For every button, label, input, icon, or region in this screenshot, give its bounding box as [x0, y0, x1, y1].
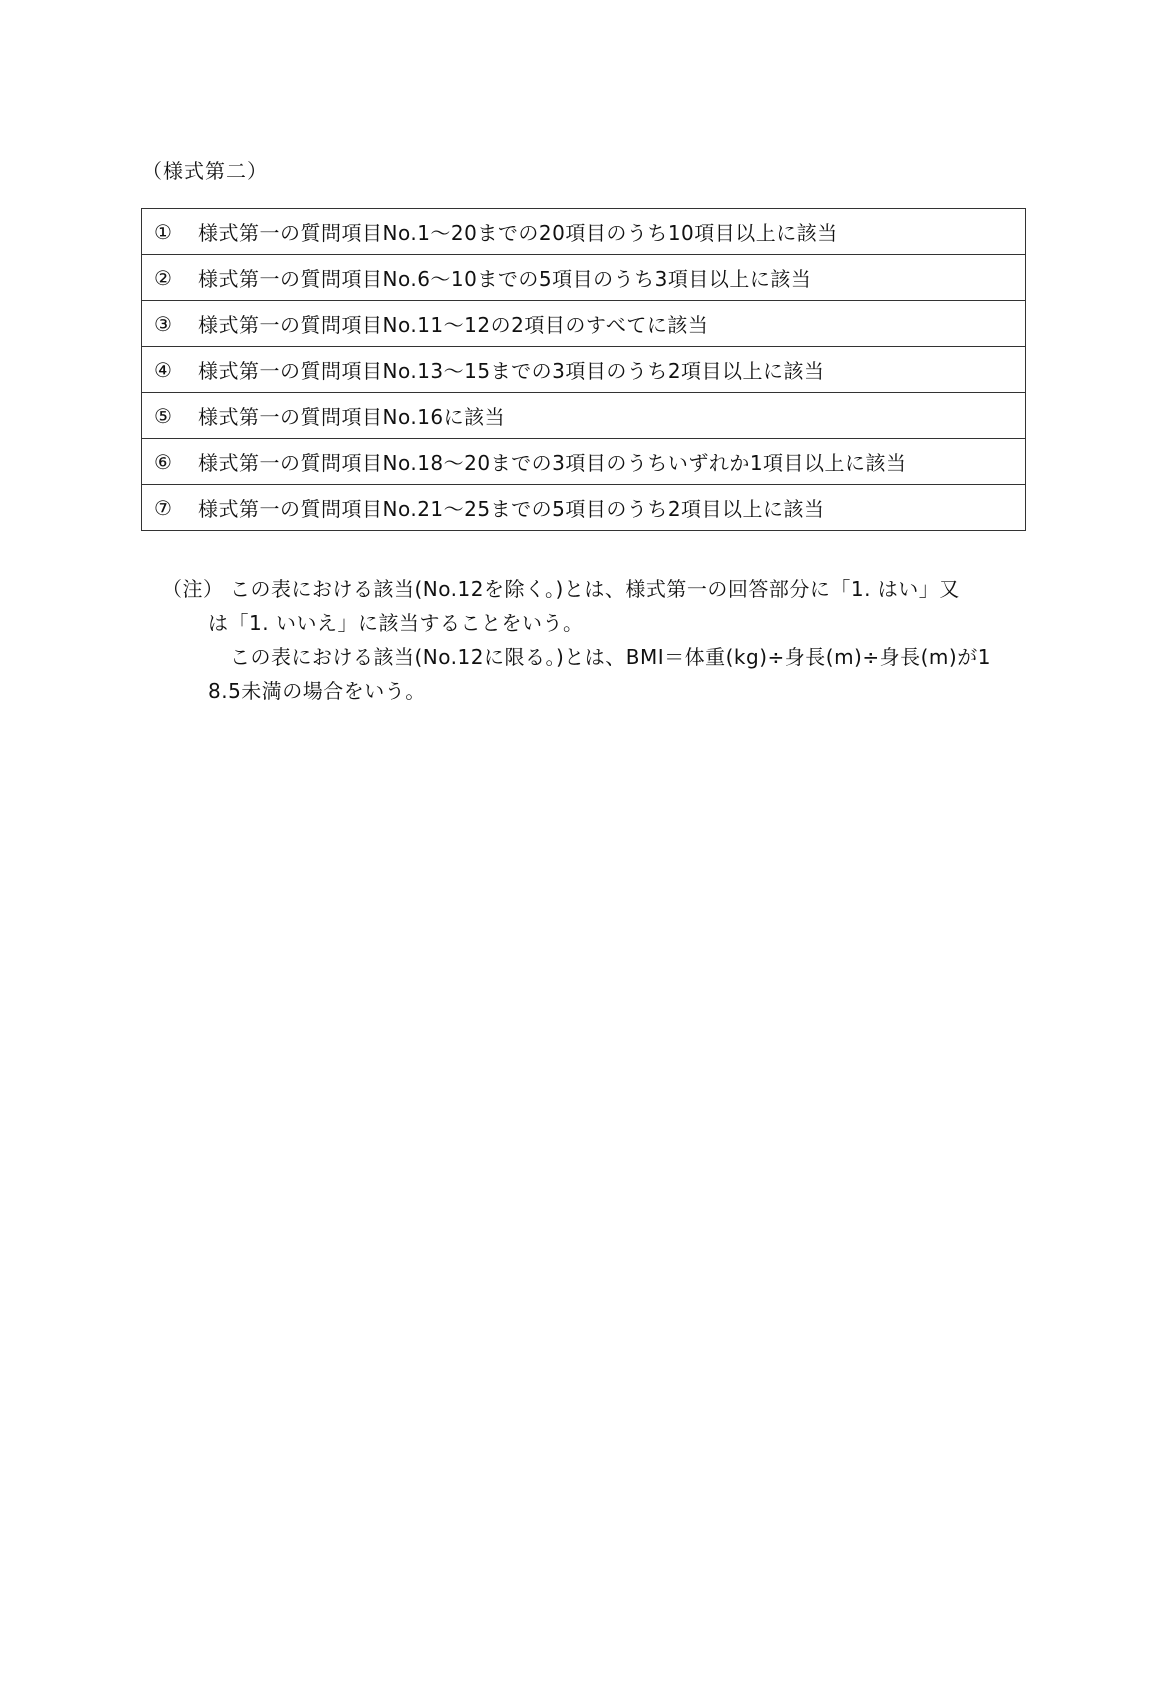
row-text: 様式第一の質問項目No.6～10までの5項目のうち3項目以上に該当: [198, 267, 812, 291]
row-number: ⑦: [154, 495, 173, 520]
row-text: 様式第一の質問項目No.21～25までの5項目のうち2項目以上に該当: [198, 497, 825, 521]
table-cell: [142, 485, 1026, 531]
row-number: ④: [154, 357, 173, 382]
row-number: ⑤: [154, 403, 173, 428]
table-row: [142, 347, 1026, 393]
table-cell: [142, 209, 1026, 255]
note-text-1: この表における該当(No.12を除く。)とは、様式第一の回答部分に「1. はい」又: [230, 577, 960, 601]
criteria-table: [141, 208, 1026, 531]
note-line-3: この表における該当(No.12に限る。)とは、BMI＝体重(kg)÷身長(m)÷身長(m)が1: [230, 645, 991, 669]
row-text: 様式第一の質問項目No.11～12の2項目のすべてに該当: [198, 313, 709, 337]
table-row: [142, 209, 1026, 255]
row-text: 様式第一の質問項目No.16に該当: [198, 405, 506, 429]
row-number: ⑥: [154, 449, 173, 474]
row-number: ①: [154, 219, 173, 244]
table-row: [142, 439, 1026, 485]
table-cell: [142, 347, 1026, 393]
note-line-2: は「1. いいえ」に該当することをいう。: [208, 611, 584, 635]
row-number: ③: [154, 311, 173, 336]
table-row: [142, 301, 1026, 347]
note-line-1: [162, 572, 1030, 606]
table-row: [142, 485, 1026, 531]
row-text: 様式第一の質問項目No.13～15までの3項目のうち2項目以上に該当: [198, 359, 825, 383]
note-line-4: 8.5未満の場合をいう。: [208, 679, 426, 703]
row-number: ②: [154, 265, 173, 290]
note-section: [162, 572, 1030, 708]
form-title: （様式第二）: [142, 159, 268, 183]
note-marker: （注）: [162, 577, 224, 601]
table-cell: [142, 439, 1026, 485]
row-text: 様式第一の質問項目No.1～20までの20項目のうち10項目以上に該当: [198, 221, 838, 245]
table-cell: [142, 255, 1026, 301]
table-row: [142, 393, 1026, 439]
table-row: [142, 255, 1026, 301]
row-text: 様式第一の質問項目No.18～20までの3項目のうちいずれか1項目以上に該当: [198, 451, 907, 475]
table-cell: [142, 393, 1026, 439]
table-cell: [142, 301, 1026, 347]
